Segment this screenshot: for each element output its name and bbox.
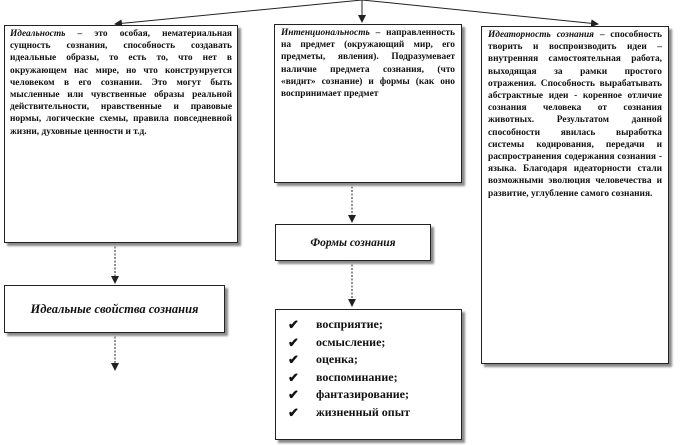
ideatorness-box xyxy=(481,26,669,364)
arrow-to-ideality xyxy=(115,0,362,24)
forms-box xyxy=(275,224,431,261)
list-item xyxy=(280,334,457,352)
list-item xyxy=(280,369,457,387)
ideatorness-term: Идеаторность сознания xyxy=(488,30,594,40)
ideal-properties-title: Идеальные свойства сознания xyxy=(30,302,199,316)
check-icon: ✔ xyxy=(288,369,299,385)
arrow-to-ideatorness xyxy=(362,0,598,24)
list-item-label: оценка; xyxy=(316,352,358,366)
forms-title: Формы сознания xyxy=(310,236,396,249)
list-item xyxy=(280,351,457,369)
list-item xyxy=(280,386,457,404)
ideality-text: – это особая, нематериальная сущность сознания, способность создавать идеальные образы, то есть то, что нет в окружающем нас мире, но что конструируется человеком в его сознании. Это могут быть мысленные или чувственные образы реальной действительности, нравственные и правовые нормы, логические схемы, правила повседневной жизни, духовные ценности и т.д. xyxy=(10,29,232,137)
check-icon: ✔ xyxy=(288,387,299,402)
check-icon: ✔ xyxy=(288,334,299,350)
ideatorness-text: – способность творить и воспроизводить идеи – внутренняя самостоятельная работа, выходящая за рамки простого отражения. Способность вырабатывать абстрактные идеи - коренное отличие сознания человека от сознания животных. Результатом данной способности явилась выработка системы кодирования, передачи и распространения содержания сознания - языка. Благодаря идеаторности стали возможными эволюция человечества и развитие, углубление самого сознания. xyxy=(488,30,662,199)
list-item-label: фантазирование; xyxy=(316,387,409,401)
intentionality-box xyxy=(274,24,462,183)
intentionality-term: Интенциональность xyxy=(281,28,370,38)
forms-list xyxy=(280,316,457,421)
check-icon: ✔ xyxy=(288,317,299,332)
ideality-box xyxy=(4,25,238,243)
ideality-term: Идеальность xyxy=(10,29,66,39)
list-item-label: воспоминание; xyxy=(316,369,398,384)
check-icon: ✔ xyxy=(288,352,299,367)
forms-list-box xyxy=(275,309,462,440)
intentionality-text: – направленность на предмет (окружающий мир, его предметы, явления). Подразумевает наличие предмета сознания, (что «видит» сознание) и формы (как оно воспринимает предмет xyxy=(281,28,455,100)
list-item-label: жизненный опыт xyxy=(316,404,410,419)
list-item xyxy=(280,316,457,334)
check-icon: ✔ xyxy=(288,404,299,420)
ideal-properties-box xyxy=(4,285,225,333)
list-item-label: осмысление; xyxy=(316,334,386,349)
list-item xyxy=(280,404,457,422)
list-item-label: восприятие; xyxy=(316,317,383,331)
